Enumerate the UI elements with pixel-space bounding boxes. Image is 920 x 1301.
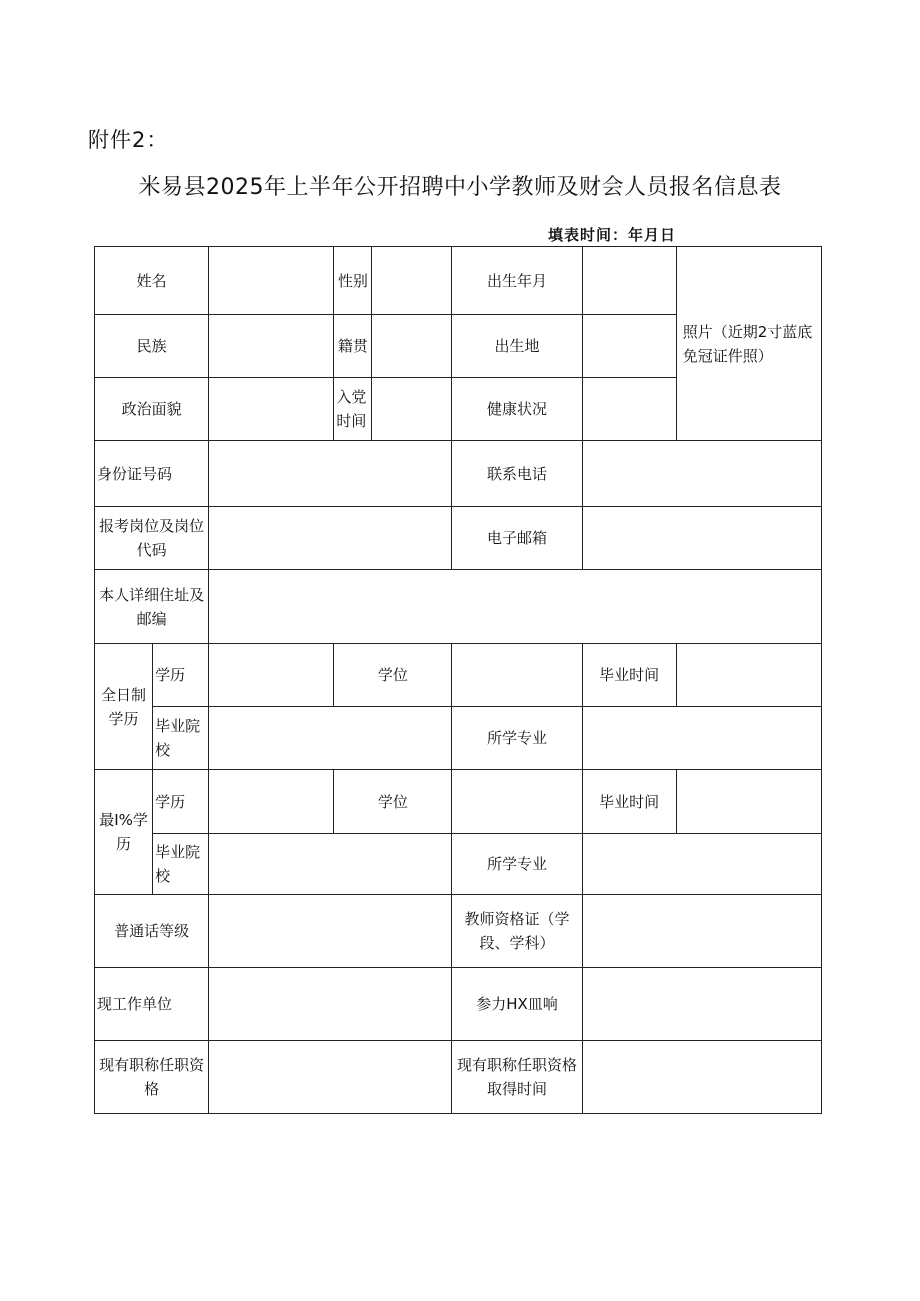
- registration-form-table: [94, 246, 822, 1114]
- fulltime-grad-time-field[interactable]: [676, 644, 821, 707]
- id-number-label: 身份证号码: [95, 441, 209, 507]
- birthplace-label: 出生地: [452, 315, 582, 378]
- teacher-cert-label: 教师资格证（学段、学科）: [452, 895, 582, 968]
- fulltime-education-label: 学历: [153, 644, 209, 707]
- highest-edu-label: 最I%学历: [95, 770, 153, 895]
- id-number-field[interactable]: [209, 441, 452, 507]
- fulltime-degree-label: 学位: [334, 644, 452, 707]
- position-field[interactable]: [209, 507, 452, 570]
- highest-education-field[interactable]: [209, 770, 334, 834]
- fulltime-grad-time-label: 毕业时间: [582, 644, 676, 707]
- attachment-label: 附件2：: [88, 128, 169, 152]
- email-label: 电子邮箱: [452, 507, 582, 570]
- highest-grad-time-field[interactable]: [676, 770, 821, 834]
- photo-box[interactable]: 照片（近期2寸蓝底免冠证件照）: [676, 247, 821, 441]
- health-label: 健康状况: [452, 378, 582, 441]
- address-field[interactable]: [209, 570, 822, 644]
- gender-field[interactable]: [372, 247, 452, 315]
- fulltime-education-field[interactable]: [209, 644, 334, 707]
- position-label: 报考岗位及岗位代码: [95, 507, 209, 570]
- current-employer-label: 现工作单位: [95, 968, 209, 1041]
- title-held-label: 现有职称任职资格: [95, 1041, 209, 1114]
- teacher-cert-field[interactable]: [582, 895, 821, 968]
- native-place-field[interactable]: [372, 315, 452, 378]
- gender-label: 性别: [334, 247, 372, 315]
- highest-grad-time-label: 毕业时间: [582, 770, 676, 834]
- party-join-time-label: 入党时间: [334, 378, 372, 441]
- highest-education-label: 学历: [153, 770, 209, 834]
- highest-degree-label: 学位: [334, 770, 452, 834]
- political-status-label: 政治面貌: [95, 378, 209, 441]
- birthplace-field[interactable]: [582, 315, 676, 378]
- fill-time-label: 填表时间：年月日: [548, 226, 677, 244]
- ethnicity-label: 民族: [95, 315, 209, 378]
- address-label: 本人详细住址及邮编: [95, 570, 209, 644]
- fulltime-degree-field[interactable]: [452, 644, 582, 707]
- title-held-field[interactable]: [209, 1041, 452, 1114]
- work-start-label: 参力HX皿响: [452, 968, 582, 1041]
- title-time-field[interactable]: [582, 1041, 821, 1114]
- highest-major-label: 所学专业: [452, 834, 582, 895]
- name-label: 姓名: [95, 247, 209, 315]
- email-field[interactable]: [582, 507, 821, 570]
- birth-label: 出生年月: [452, 247, 582, 315]
- mandarin-label: 普通话等级: [95, 895, 209, 968]
- phone-label: 联系电话: [452, 441, 582, 507]
- fulltime-school-label: 毕业院校: [153, 707, 209, 770]
- native-place-label: 籍贯: [334, 315, 372, 378]
- birth-field[interactable]: [582, 247, 676, 315]
- highest-school-label: 毕业院校: [153, 834, 209, 895]
- political-status-field[interactable]: [209, 378, 334, 441]
- work-start-field[interactable]: [582, 968, 821, 1041]
- phone-field[interactable]: [582, 441, 821, 507]
- fulltime-school-field[interactable]: [209, 707, 452, 770]
- mandarin-field[interactable]: [209, 895, 452, 968]
- title-time-label: 现有职称任职资格取得时间: [452, 1041, 582, 1114]
- ethnicity-field[interactable]: [209, 315, 334, 378]
- health-field[interactable]: [582, 378, 676, 441]
- current-employer-field[interactable]: [209, 968, 452, 1041]
- name-field[interactable]: [209, 247, 334, 315]
- fulltime-major-label: 所学专业: [452, 707, 582, 770]
- highest-school-field[interactable]: [209, 834, 452, 895]
- party-join-time-field[interactable]: [372, 378, 452, 441]
- highest-degree-field[interactable]: [452, 770, 582, 834]
- fulltime-edu-label: 全日制学历: [95, 644, 153, 770]
- highest-major-field[interactable]: [582, 834, 821, 895]
- form-title: 米易县2025年上半年公开招聘中小学教师及财会人员报名信息表: [138, 175, 782, 200]
- fulltime-major-field[interactable]: [582, 707, 821, 770]
